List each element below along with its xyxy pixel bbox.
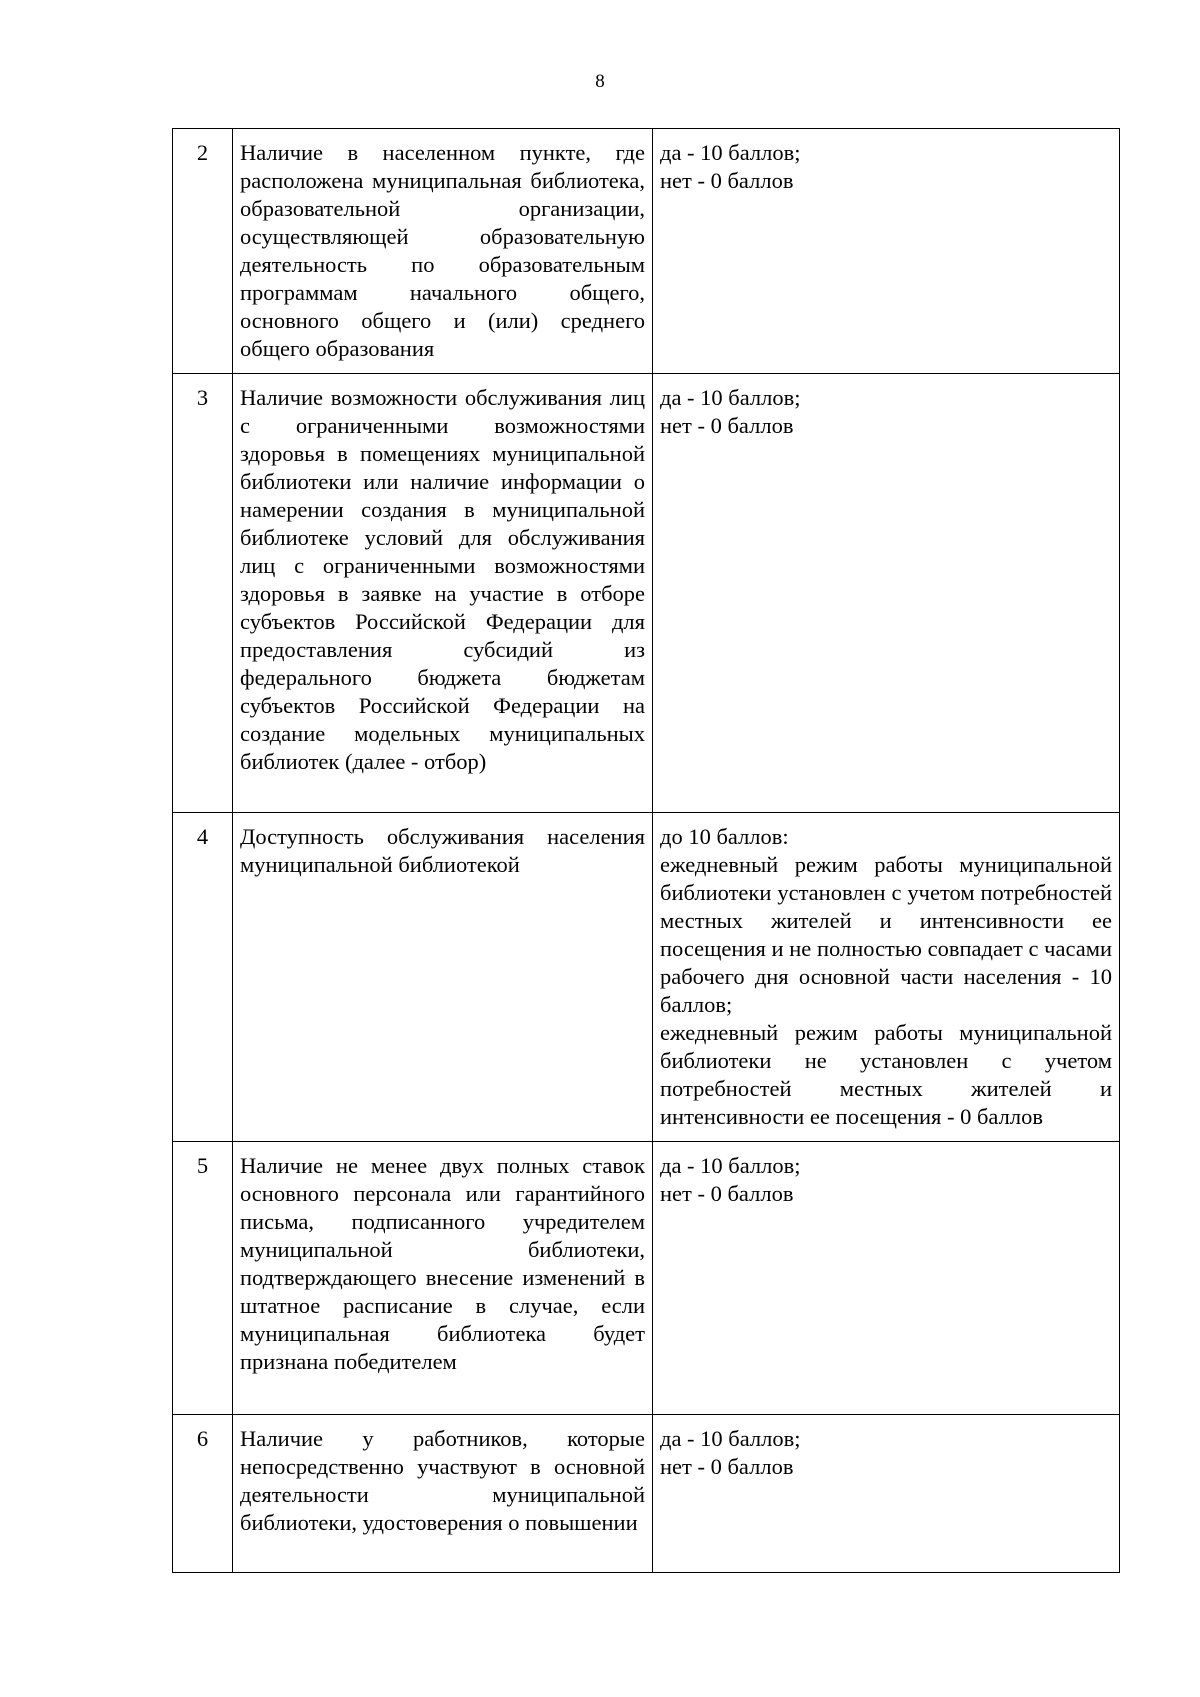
score-line: нет - 0 баллов: [660, 1454, 794, 1479]
score-line: до 10 баллов:: [660, 824, 789, 849]
row-number: 6: [173, 1415, 233, 1573]
score-cell: [653, 1415, 1120, 1573]
criterion-text: Наличие у работников, которые непосредственно участвуют в основной деятельности муниципальной библиотеки, удостоверения о повышении: [233, 1415, 653, 1573]
score-line: да - 10 баллов;: [660, 1426, 801, 1451]
table-row: [173, 129, 1120, 374]
criterion-text: Наличие в населенном пункте, где расположена муниципальная библиотека, образовательной организации, осуществляющей образовательную деятельность по образовательным программам начального общего, основного общего и (или) среднего общего образования: [233, 129, 653, 374]
row-number: 2: [173, 129, 233, 374]
score-line: ежедневный режим работы муниципальной библиотеки не установлен с учетом потребностей местных жителей и интенсивности ее посещения - 0 баллов: [660, 1020, 1112, 1129]
score-cell: [653, 813, 1120, 1142]
score-cell: [653, 1142, 1120, 1415]
criterion-text: Наличие возможности обслуживания лиц с ограниченными возможностями здоровья в помещениях муниципальной библиотеки или наличие информации о намерении создания в муниципальной библиотеке условий для обслуживания лиц с ограниченными возможностями здоровья в заявке на участие в отборе субъектов Российской Федерации для предоставления субсидий из федерального бюджета бюджетам субъектов Российской Федерации на создание модельных муниципальных библиотек (далее - отбор): [233, 374, 653, 813]
score-line: да - 10 баллов;: [660, 385, 801, 410]
criterion-text: Наличие не менее двух полных ставок основного персонала или гарантийного письма, подписанного учредителем муниципальной библиотеки, подтверждающего внесение изменений в штатное расписание в случае, если муниципальная библиотека будет признана победителем: [233, 1142, 653, 1415]
row-number: 4: [173, 813, 233, 1142]
table-row: [173, 374, 1120, 813]
row-number: 5: [173, 1142, 233, 1415]
row-number: 3: [173, 374, 233, 813]
table-row: [173, 1415, 1120, 1573]
score-line: да - 10 баллов;: [660, 140, 801, 165]
table-row: [173, 1142, 1120, 1415]
score-line: нет - 0 баллов: [660, 413, 794, 438]
score-cell: [653, 374, 1120, 813]
score-line: ежедневный режим работы муниципальной библиотеки установлен с учетом потребностей местных жителей и интенсивности ее посещения и не полностью совпадает с часами рабочего дня основной части населения - 10 баллов;: [660, 852, 1112, 1017]
score-line: нет - 0 баллов: [660, 1181, 794, 1206]
score-line: да - 10 баллов;: [660, 1153, 801, 1178]
score-line: нет - 0 баллов: [660, 168, 794, 193]
page-number: 8: [595, 71, 605, 92]
score-cell: [653, 129, 1120, 374]
criterion-text: Доступность обслуживания населения муниципальной библиотекой: [233, 813, 653, 1142]
criteria-table: [172, 128, 1120, 1573]
table-row: [173, 813, 1120, 1142]
